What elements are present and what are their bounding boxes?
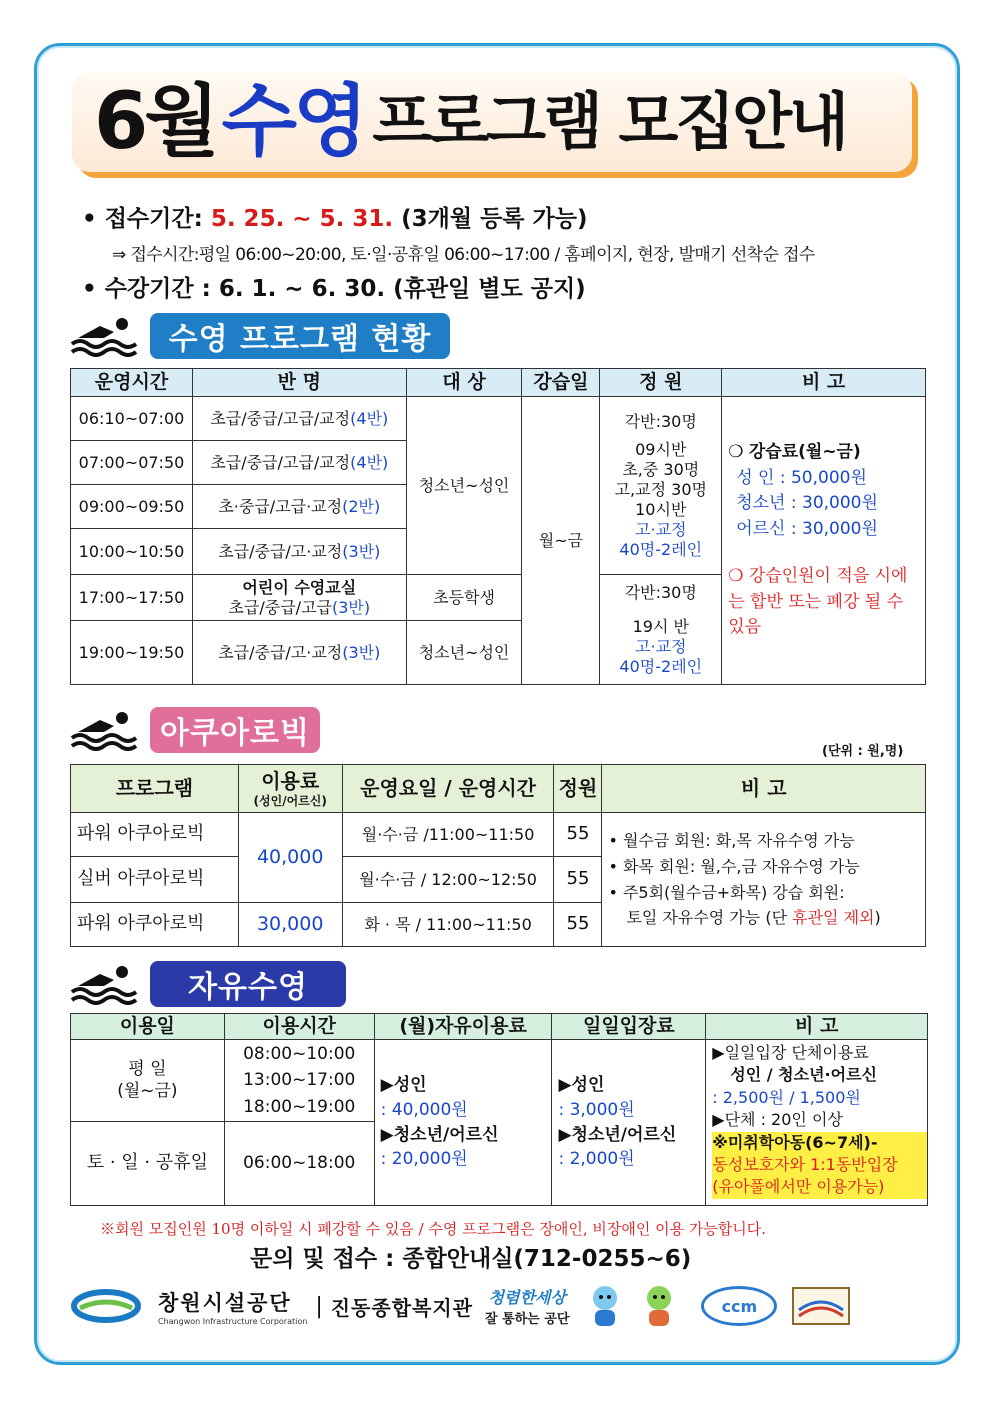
fee-adult [728,466,925,492]
fee-header: 이용료 [261,768,320,793]
unit-label: (단위 : 원,명) [822,744,904,759]
aqua-remark-text: 화목 회원: 월,수,금 자유수영 가능 [622,856,860,876]
free-swim-table [70,1013,928,1206]
col-header: 이용시간 [224,1014,374,1040]
fee-youth-text: 청소년 : 30,000원 [736,493,878,514]
aqua-remark-text: 월수금 회원: 화,목 자유수영 가능 [622,831,855,851]
fee-label: ▶성인 [558,1075,605,1096]
registration-dates: 5. 25. ~ 5. 31. [210,206,394,232]
fee-cell: 30,000 [238,903,342,947]
fee-senior [728,517,925,543]
time-cell: 17:00~17:50 [71,575,193,621]
section-free-heading [70,958,346,1010]
fee-adult-text: 성 인 : 50,000원 [736,467,867,488]
section-swim-title: 수영 프로그램 현황 [150,313,450,359]
days-cell: 월~금 [522,397,600,685]
org2-name: 진동종합복지관 [330,1295,473,1320]
col-header: 일일입장료 [552,1014,706,1040]
fee-title: ❍ 강습료(월~금) [728,442,861,463]
contact-line: 문의 및 접수 : 종합안내실(712-0255~6) [250,1246,692,1272]
section-free-title: 자유수영 [150,961,346,1007]
capacity-cell [600,575,722,685]
capacity-line: 09시반 [635,439,687,459]
closed-day-text: 휴관일 제외 [792,908,875,928]
kids-note: 동성보호자와 1:1동반입장 [712,1154,927,1176]
course-period-label: 수강기간 : [104,276,211,302]
org1-name-en: Changwon Infrastructure Corporation [158,1316,308,1326]
program-cell: 실버 아쿠아로빅 [71,857,239,903]
table-row [71,813,926,857]
course-period-line [82,270,586,303]
registration-note: (3개월 등록 가능) [401,206,588,232]
org1-logo [158,1287,307,1326]
aqua-remark-cell [602,813,926,947]
fee-value: : 3,000원 [558,1099,635,1120]
time-cell [224,1040,374,1122]
class-name: 초·중급/고급·교정 [218,496,343,516]
fee-sub-header: (성인/어르신) [253,793,327,808]
table-header-row [71,1014,928,1040]
aqua-remark: • 화목 회원: 월,수,금 자유수영 가능 [608,856,860,876]
class-name: 초급/중급/고급 [228,597,332,617]
course-period-note: (휴관일 별도 공지) [393,276,586,302]
swim-program-table [70,368,926,685]
class-name: 초급/중급/고·교정 [218,642,343,662]
time-slot: 08:00~10:00 [243,1043,356,1064]
table-header-row [71,369,926,397]
time-cell: 09:00~09:50 [71,485,193,529]
fee-youth [728,491,925,517]
program-cell: 파워 아쿠아로빅 [71,903,239,947]
mascot-1-icon [585,1284,625,1328]
col-header: 대 상 [406,369,522,397]
col-header: 강습일 [522,369,600,397]
fee-value: : 2,000원 [558,1149,635,1170]
target-cell: 초등학생 [406,575,522,621]
col-header: 이용일 [71,1014,225,1040]
capacity-line: 고·교정 [635,519,687,539]
footnote: ※회원 모집인원 10명 이하일 시 폐강할 수 있음 / 수영 프로그램은 장애인, 비장애인 이용 가능합니다. [100,1220,767,1238]
logo-divider: | [315,1293,323,1319]
class-name: 초급/중급/고급/교정 [210,408,351,428]
city-logo-icon [70,1286,142,1326]
col-header: 운영시간 [71,369,193,397]
class-name: 초급/중급/고급/교정 [210,452,351,472]
class-count: (3반) [332,597,371,617]
fee-value: : 40,000원 [380,1099,468,1120]
class-cell [192,441,406,485]
target-cell: 청소년~성인 [406,397,522,575]
title-banner [72,72,912,172]
col-header [238,765,342,813]
class-cell [192,485,406,529]
capacity-line: 각반:30명 [624,411,697,431]
capacity-cell [600,397,722,575]
group-title: ▶일일입장 단체이용료 [712,1043,869,1062]
fee-label: ▶성인 [380,1075,427,1096]
capacity-line: 19시 반 [632,616,689,636]
group-who: 성인 / 청소년·어르신 [730,1065,877,1085]
schedule-cell: 월·수·금 / 12:00~12:50 [342,857,554,903]
time-cell: 06:10~07:00 [71,397,193,441]
aqua-remark-text: ) [874,908,881,928]
swimmer-icon [70,706,138,754]
merge-warning-text: 강습인원이 적을 시에는 합반 또는 폐강 될 수 있음 [728,566,908,638]
class-count: (3반) [342,541,381,561]
aqua-remark [608,905,925,931]
logo-bar [70,1280,930,1332]
table-row [71,397,926,441]
title-rest: 프로그램 모집안내 [372,85,847,158]
capacity-line: 40명-2레인 [619,656,703,676]
fee-senior-text: 어르신 : 30,000원 [736,518,878,539]
time-cell: 19:00~19:50 [71,621,193,685]
col-header: 비 고 [602,765,926,813]
aqua-remark-text: 주5회(월수금+화목) 강습 회원: [622,882,845,902]
remark-cell [722,397,926,685]
group-min: ▶단체 : 20인 이상 [712,1110,843,1130]
schedule-cell: 화 · 목 / 11:00~11:50 [342,903,554,947]
title-month: 6월 [94,77,216,167]
ccm-logo [701,1286,777,1326]
swimmer-icon [70,312,138,360]
target-cell: 청소년~성인 [406,621,522,685]
daily-fee-cell [552,1040,706,1206]
time-cell: 07:00~07:50 [71,441,193,485]
class-cell [192,397,406,441]
aqua-remark: • 월수금 회원: 화,목 자유수영 가능 [608,831,855,851]
cap-cell: 55 [554,813,602,857]
capacity-line: 고,교정 30명 [614,479,707,499]
bullet: • [82,206,105,232]
col-header: 정원 [554,765,602,813]
capacity-line: 고·교정 [635,636,687,656]
class-cell [192,529,406,575]
registration-sub: ⇒ 접수시간:평일 06:00~20:00, 토·일·공휴일 06:00~17:00 / 홈페이지, 현장, 발매기 선착순 접수 [112,245,815,265]
class-cell [192,621,406,685]
time-cell: 10:00~10:50 [71,529,193,575]
certification-badge-icon [791,1286,851,1326]
capacity-line: 각반:30명 [624,582,697,602]
section-aqua-heading [70,704,320,756]
slogan-text: 청렴한세상 [488,1288,566,1307]
section-swim-heading [70,310,450,362]
capacity-line: 10시반 [635,499,687,519]
capacity-line: 초,중 30명 [622,459,700,479]
monthly-fee-cell [374,1040,552,1206]
merge-warning: ❍ 강습인원이 적을 시에는 합반 또는 폐강 될 수 있음 [728,566,908,638]
time-cell: 06:00~18:00 [224,1122,374,1206]
fee-value: : 20,000원 [380,1149,468,1170]
fee-label: ▶청소년/어르신 [380,1124,499,1145]
class-count: (4반) [350,452,389,472]
weekday-label: 평 일 [128,1059,167,1080]
course-period-dates: 6. 1. ~ 6. 30. [218,276,386,302]
table-row [71,1040,928,1122]
col-header: 프로그램 [71,765,239,813]
registration-label: 접수기간: [104,206,203,232]
schedule-cell: 월·수·금 /11:00~11:50 [342,813,554,857]
program-cell: 파워 아쿠아로빅 [71,813,239,857]
fee-label: ▶청소년/어르신 [558,1124,677,1145]
ccm-text: ccm [721,1296,758,1316]
cap-cell: 55 [554,903,602,947]
mascot-2-icon [639,1284,679,1328]
class-count: (3반) [342,642,381,662]
col-header: 정 원 [600,369,722,397]
time-slot: 18:00~19:00 [243,1096,356,1117]
kids-note: (유아풀에서만 이용가능) [712,1176,927,1198]
aqua-remark: • 주5회(월수금+화목) 강습 회원: [608,882,845,902]
aqua-remark-text: 토일 자유수영 가능 (단 [626,908,793,928]
class-name: 초급/중급/고·교정 [218,541,343,561]
aqua-table [70,764,926,947]
slogan-sub: 잘 통하는 공단 [484,1312,570,1327]
class-count: (2반) [342,496,381,516]
free-remark-cell [706,1040,928,1206]
registration-line [82,200,587,233]
col-header: 비 고 [722,369,926,397]
col-header: 반 명 [192,369,406,397]
bullet: • [82,276,105,302]
class-cell [192,575,406,621]
col-header: (월)자유이용료 [374,1014,552,1040]
weekday-range: (월~금) [117,1080,178,1101]
col-header: 비 고 [706,1014,928,1040]
fee-cell: 40,000 [238,813,342,903]
group-fee: : 2,500원 / 1,500원 [712,1087,861,1107]
col-header: 운영요일 / 운영시간 [342,765,554,813]
cap-cell: 55 [554,857,602,903]
org1-name: 창원시설공단 [158,1290,292,1315]
slogan-logo [485,1285,569,1327]
title-swim: 수영 [221,77,365,167]
section-aqua-title: 아쿠아로빅 [150,707,320,753]
fee-title-text: 강습료(월~금) [748,442,861,463]
class-count: (4반) [350,408,389,428]
kids-note: ※미취학아동(6~7세)- [712,1132,927,1154]
capacity-line: 40명-2레인 [619,539,703,559]
day-cell: 토 · 일 · 공휴일 [71,1122,225,1206]
day-cell [71,1040,225,1122]
time-slot: 13:00~17:00 [243,1070,356,1091]
swimmer-icon [70,960,138,1008]
table-header-row [71,765,926,813]
kids-class-title: 어린이 수영교실 [242,577,357,597]
